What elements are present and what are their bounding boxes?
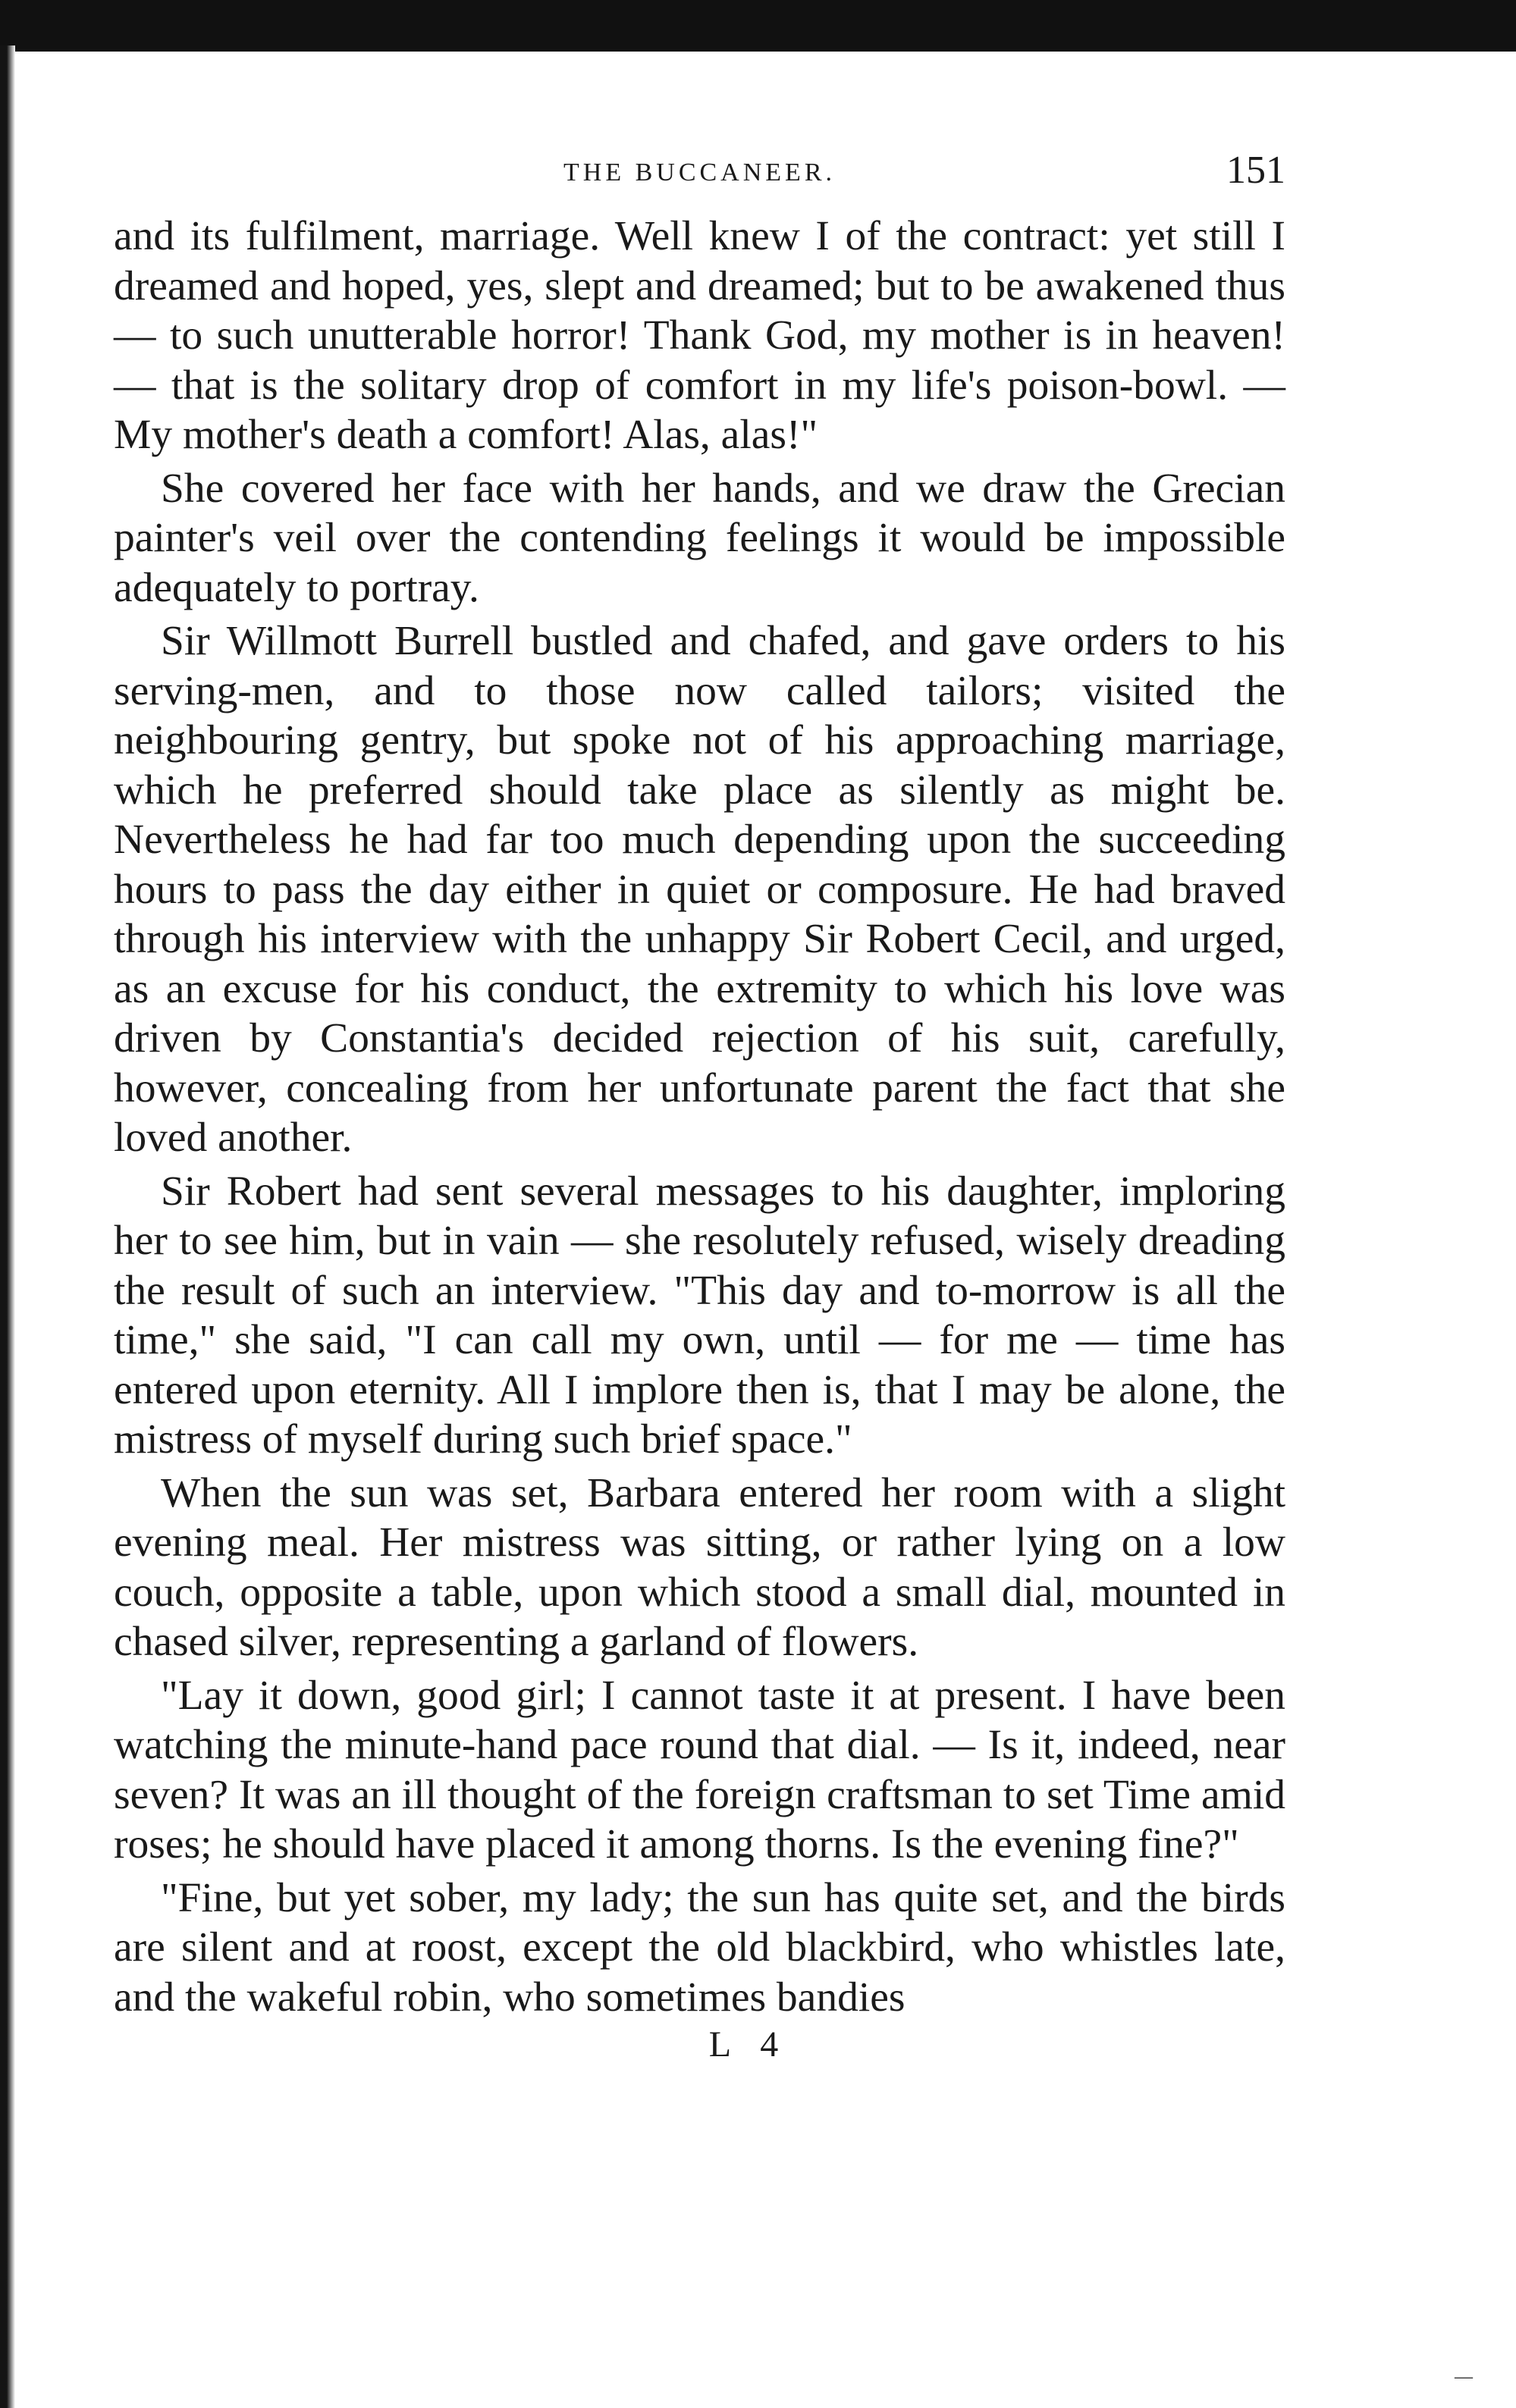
running-head <box>114 148 1285 201</box>
running-title: THE BUCCANEER. <box>563 158 836 187</box>
scan-top-border <box>0 0 1516 52</box>
scan-left-border <box>0 45 15 2408</box>
corner-mark: — <box>1455 2367 1473 2387</box>
paragraph: Sir Willmott Burrell bustled and chafed, and gave orders to his serving-men, and to those now called tailors; visited the neighbouring gentry, but spoke not of his approaching marriage, which he preferred should take place as silently as might be. Nevertheless he had far too much depending upon the succeeding hours to pass the day either in quiet or composure. He had braved through his interview with the unhappy Sir Robert Cecil, and urged, as an excuse for his conduct, the extremity to which his love was driven by Constantia's decided rejection of his suit, carefully, however, concealing from her unfortunate parent the fact that she loved another. <box>114 618 1285 1161</box>
paragraph: "Lay it down, good girl; I cannot taste it at present. I have been watching the minute-hand pace round that dial. — Is it, indeed, near seven? It was an ill thought of the foreign craftsman to set Time amid roses; he should have placed it among thorns. Is the evening fine?" <box>114 1672 1285 1867</box>
paragraph: "Fine, but yet sober, my lady; the sun has quite set, and the birds are silent and at roost, except the old blackbird, who whistles late, and the wakeful robin, who sometimes bandies <box>114 1874 1285 2021</box>
paragraph: Sir Robert had sent several messages to his daughter, imploring her to see him, but in vain — she resolutely refused, wisely dreading the result of such an interview. "This day and to-morrow is all the time," she said, "I can call my own, until — for me — time has entered upon eternity. All I implore then is, that I may be alone, the mistress of myself during such brief space." <box>114 1168 1285 1463</box>
body-text <box>114 212 1285 2022</box>
book-page <box>114 148 1285 2065</box>
paragraph: She covered her face with her hands, and we draw the Grecian painter's veil over the contending feelings it would be impossible adequately to portray. <box>114 465 1285 611</box>
paragraph: When the sun was set, Barbara entered her room with a slight evening meal. Her mistress was sitting, or rather lying on a low couch, opposite a table, upon which stood a small dial, mounted in chased silver, representing a garland of flowers. <box>114 1469 1285 1665</box>
paragraph-continuation: and its fulfilment, marriage. Well knew I of the contract: yet still I dreamed and hoped, yes, slept and dreamed; but to be awakened thus — to such unutterable horror! Thank God, my mother is in heaven! — that is the solitary drop of comfort in my life's poison-bowl. — My mother's death a comfort! Alas, alas!" <box>114 213 1285 458</box>
signature-mark: L 4 <box>708 2024 789 2065</box>
page-number: 151 <box>1226 149 1285 192</box>
